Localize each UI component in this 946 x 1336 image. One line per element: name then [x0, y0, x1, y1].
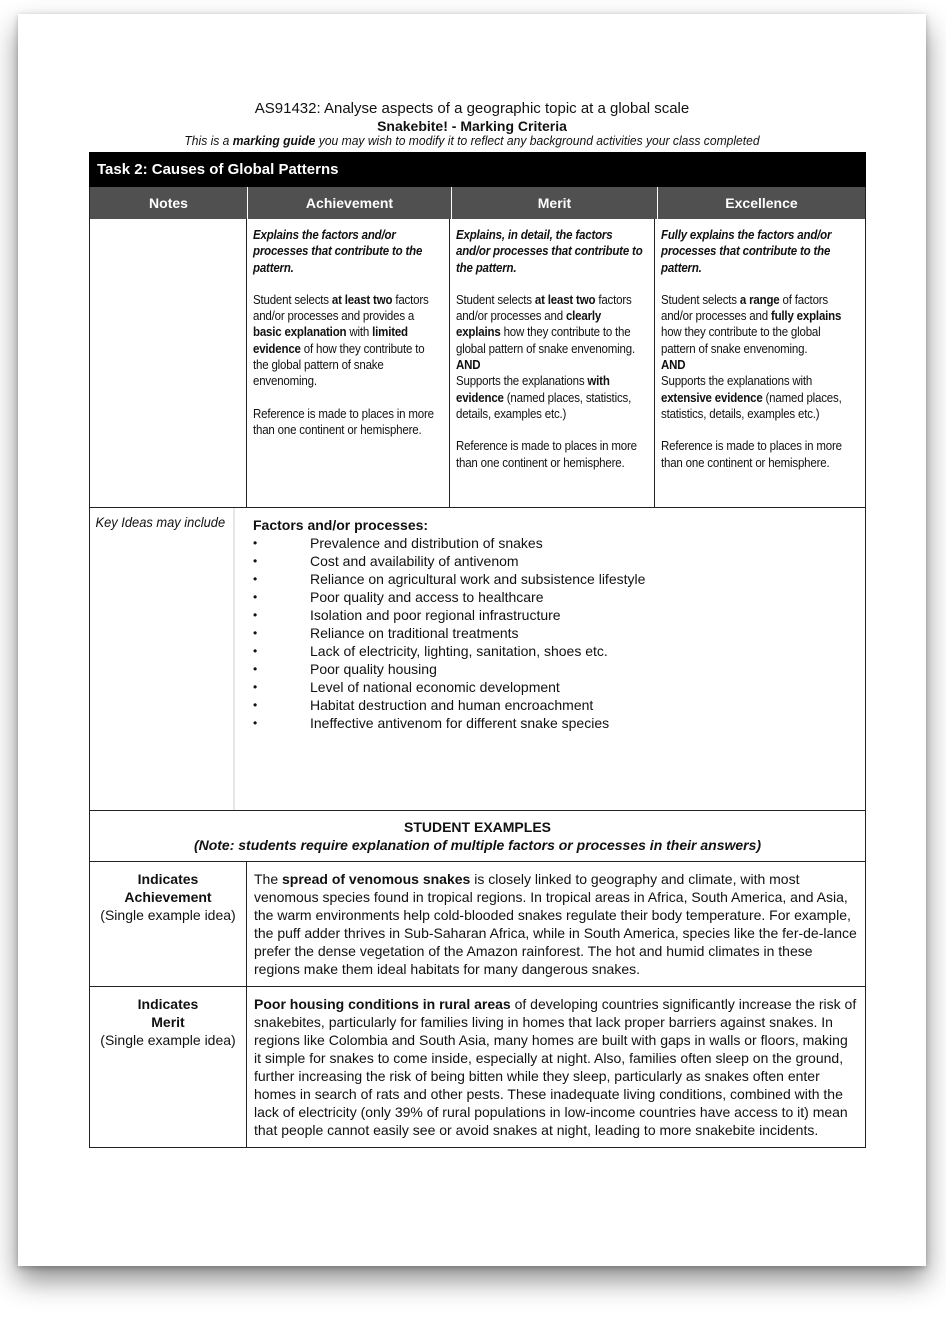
merit-lead: Explains, in detail, the factors and/or processes that contribute to the pattern.	[456, 228, 643, 275]
key-ideas-label: Key Ideas may include	[90, 508, 234, 810]
key-ideas-row	[89, 508, 866, 811]
excellence-evidence: Supports the explanations with extensive evidence (named places, statistics, details, examples etc.)	[661, 374, 842, 421]
criteria-row	[89, 219, 866, 508]
list-item: • Isolation and poor regional infrastructure	[253, 607, 561, 623]
example-merit-label: Indicates Merit (Single example idea)	[90, 987, 247, 1147]
note-post: you may wish to modify it to reflect any background activities your class completed	[315, 133, 760, 148]
marking-table	[89, 152, 866, 1148]
excellence-criteria: Student selects a range of factors and/or processes and fully explains how they contribute to the global pattern of snake envenoming.	[661, 292, 842, 356]
document-subtitle: Snakebite! - Marking Criteria	[377, 118, 567, 134]
list-item: • Ineffective antivenom for different snake species	[253, 715, 610, 731]
document-note	[50, 134, 894, 148]
achievement-criteria: Student selects at least two factors and/or processes and provides a basic explanation with limited evidence of how they contribute to the global pattern of snake envenoming.	[253, 292, 429, 389]
example-achievement-row	[89, 862, 866, 987]
col-merit: Merit	[452, 187, 658, 219]
list-item: • Poor quality and access to healthcare	[253, 589, 544, 605]
notes-cell	[90, 219, 247, 507]
key-ideas-body	[247, 508, 865, 810]
col-notes: Notes	[90, 187, 248, 219]
key-ideas-list	[253, 534, 859, 732]
column-header-row	[89, 187, 866, 219]
note-bold: marking guide	[232, 133, 316, 148]
list-item: • Reliance on traditional treatments	[253, 625, 519, 641]
excellence-lead: Fully explains the factors and/or processes that contribute to the pattern.	[661, 228, 832, 275]
example-merit-row	[89, 987, 866, 1148]
document-title: AS91432: Analyse aspects of a geographic topic at a global scale	[254, 100, 690, 117]
student-examples-header	[89, 811, 866, 862]
key-ideas-heading: Factors and/or processes:	[253, 517, 429, 533]
achievement-lead: Explains the factors and/or processes that contribute to the pattern.	[253, 228, 423, 275]
achievement-reference: Reference is made to places in more than one continent or hemisphere.	[253, 406, 434, 437]
student-examples-title: STUDENT EXAMPLES	[403, 819, 551, 835]
list-item: • Poor quality housing	[253, 661, 437, 677]
merit-criteria: Student selects at least two factors and/or processes and clearly explains how they contribute to the global pattern of snake envenoming.	[456, 292, 635, 356]
excellence-cell	[655, 219, 865, 507]
note-pre: This is a	[184, 133, 233, 148]
document-header	[18, 100, 926, 148]
list-item: • Habitat destruction and human encroachment	[253, 697, 594, 713]
task-title: Task 2: Causes of Global Patterns	[89, 152, 866, 187]
list-item: • Reliance on agricultural work and subsistence lifestyle	[253, 571, 646, 587]
achievement-cell	[247, 219, 450, 507]
excellence-and: AND	[661, 358, 686, 373]
merit-reference: Reference is made to places in more than one continent or hemisphere.	[456, 439, 637, 470]
list-item: • Level of national economic development	[253, 679, 560, 695]
merit-cell	[450, 219, 655, 507]
col-excellence: Excellence	[725, 195, 798, 211]
example-achievement-label: Indicates Achievement (Single example idea)	[90, 862, 247, 986]
list-item: • Lack of electricity, lighting, sanitation, shoes etc.	[253, 643, 608, 659]
example-merit-text: Poor housing conditions in rural areas of developing countries significantly increase the risk of snakebites, particularly for families living in homes that lack proper barriers against snakes. In regions like Colombia and South Asia, many homes are built with gaps in walls or floors, making it simple for snakes to come inside, especially at night. Also, families often sleep on the ground, further increasing the risk of being bitten while they sleep, particularly as snakes often enter homes in search of rats and other pests. These inadequate living conditions, combined with the lack of electricity (only 39% of rural populations in low-income countries have access to it) mean that people cannot easily see or avoid snakes at night, leading to more snakebite incidents.	[254, 996, 857, 1138]
excellence-reference: Reference is made to places in more than one continent or hemisphere.	[661, 439, 842, 470]
student-examples-note: (Note: students require explanation of multiple factors or processes in their answers)	[193, 837, 762, 853]
merit-and: AND	[456, 358, 481, 373]
list-item: • Cost and availability of antivenom	[253, 553, 519, 569]
example-achievement-text: The spread of venomous snakes is closely linked to geography and climate, with most venomous species found in tropical regions. In tropical areas in Africa, South America, and Asia, the warm environments help cold-blooded snakes regulate their body temperature. For example, the puff adder thrives in Sub-Saharan Africa, while in South America, species like the fer-de-lance prefer the dense vegetation of the Amazon rainforest. The hot and humid climates in these regions make them ideal habitats for many dangerous snakes.	[254, 871, 857, 977]
col-achievement: Achievement	[248, 187, 452, 219]
merit-evidence: Supports the explanations with evidence (named places, statistics, details, examples etc.)	[456, 374, 632, 421]
list-item: • Prevalence and distribution of snakes	[253, 535, 543, 551]
document-page	[18, 14, 926, 1266]
